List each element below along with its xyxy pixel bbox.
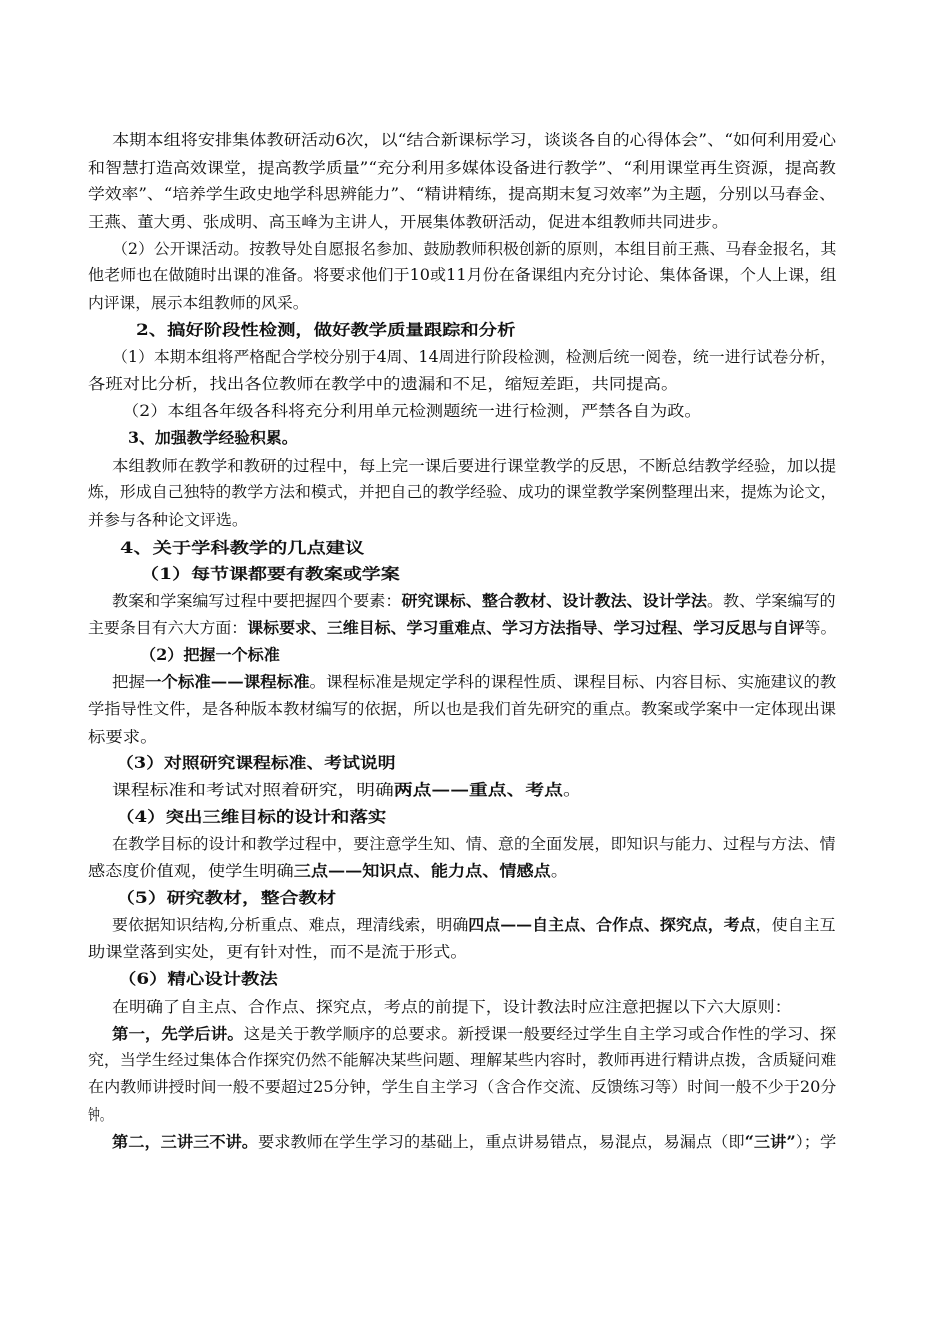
text-segment: 把握 (112, 673, 145, 691)
text-segment: 要依据知识结构,分析重点、难点，理清线索，明确 (112, 916, 469, 934)
bold-text: （3）对照研究课程标准、考试说明 (116, 754, 396, 772)
text-segment: 并参与各种论文评选。 (88, 511, 248, 529)
bold-text: 3、加强教学经验积累。 (128, 429, 298, 447)
text-segment: 王燕、董大勇、张成明、高玉峰为主讲人，开展集体教研活动，促进本组教师共同进步。 (88, 213, 729, 231)
text-segment: 主要条目有六大方面： (88, 619, 248, 637)
text-line (88, 1104, 112, 1126)
text-line (88, 509, 248, 531)
text-segment: （2）公开课活动。按教导处自愿报名参加、鼓励教师积极创新的原则，本组目前王燕、马春金报名，其 (112, 240, 837, 258)
text-line (112, 996, 792, 1018)
text-line (88, 1076, 836, 1098)
text-line (116, 752, 396, 774)
text-line (112, 590, 836, 612)
bold-text: 四点——自主点、合作点、探究点，考点 (468, 916, 756, 934)
text-segment: 学效率”、“培养学生政史地学科思辨能力”、“精讲精练，提高期末复习效率”为主题，分别以马春金、 (88, 185, 836, 203)
text-line (112, 779, 582, 801)
text-segment: 感态度价值观，使学生明确 (88, 862, 294, 880)
text-segment: 教案和学案编写过程中要把握四个要素： (112, 592, 402, 610)
text-line (88, 373, 678, 395)
text-segment: 钟。 (88, 1106, 112, 1124)
text-line (88, 860, 568, 882)
text-segment: （1）本期本组将严格配合学校分别于4周、14周进行阶段检测，检测后统一阅卷，统一进行试卷分析， (112, 348, 836, 366)
text-segment: 本期本组将安排集体教研活动6次，以“结合新课标学习，谈谈各自的心得体会”、“如何利用爱心 (112, 131, 837, 149)
text-line (136, 319, 515, 341)
text-segment: 这是关于教学顺序的总要求。新授课一般要经过学生自主学习或合作性的学习、探 (243, 1025, 837, 1043)
text-line (88, 264, 836, 286)
text-line (112, 238, 836, 260)
bold-text: “三讲” (744, 1133, 796, 1151)
bold-text: （1）每节课都要有教案或学案 (140, 565, 400, 583)
text-line (122, 400, 702, 422)
text-segment: 在内教师讲授时间一般不要超过25分钟，学生自主学习（含合作交流、反馈练习等）时间一般不少于20分 (88, 1078, 837, 1096)
bold-text: （5）研究教材，整合教材 (116, 889, 337, 907)
text-segment: 。课程标准是规定学科的课程性质、课程目标、内容目标、实施建议的教 (309, 673, 837, 691)
text-segment: 各班对比分析，找出各位教师在教学中的遗漏和不足，缩短差距，共同提高。 (88, 375, 679, 393)
text-line (88, 183, 836, 205)
text-line (112, 346, 836, 368)
bold-text: （6）精心设计教法 (118, 970, 278, 988)
bold-text: （4）突出三维目标的设计和落实 (116, 808, 387, 826)
text-segment: 他老师也在做随时出课的准备。将要求他们于10或11月份在备课组内充分讨论、集体备课，个人上课，组 (88, 266, 837, 284)
text-segment: 在教学目标的设计和教学过程中，要注意学生知、情、意的全面发展，即知识与能力、过程与方法、情 (112, 835, 836, 853)
text-line (116, 806, 386, 828)
text-segment: 。教、学案编写的 (706, 592, 836, 610)
text-line (88, 1049, 836, 1071)
text-line (116, 887, 336, 909)
text-line (88, 617, 836, 639)
text-segment: 炼，形成自己独特的教学方法和模式，并把自己的教学经验、成功的课堂教学案例整理出来，提炼为论文， (88, 483, 837, 501)
bold-text: 4、关于学科教学的几点建议 (120, 539, 365, 557)
text-segment: 。 (550, 862, 568, 880)
text-segment: 助课堂落到实处，更有针对性，而不是流于形式。 (88, 943, 468, 961)
bold-text: 两点——重点、考点 (393, 781, 563, 799)
text-segment: 。 (562, 781, 582, 799)
text-segment: 学指导性文件，是各种版本教材编写的依据，所以也是我们首先研究的重点。教案或学案中一定体现出课 (88, 700, 836, 718)
bold-text: 一个标准——课程标准 (144, 673, 310, 691)
text-line (112, 914, 835, 936)
text-segment: ）；学 (795, 1133, 837, 1151)
text-line (88, 292, 308, 314)
bold-text: 三点——知识点、能力点、情感点 (293, 862, 551, 880)
text-line (112, 1023, 836, 1045)
text-line (88, 481, 836, 503)
bold-text: 第二，三讲三不讲。 (112, 1133, 258, 1151)
text-segment: （2）本组各年级各科将充分利用单元检测题统一进行检测，严禁各自为政。 (122, 402, 702, 420)
text-segment: 标要求。 (88, 728, 158, 746)
text-line (120, 537, 364, 559)
text-line (112, 455, 836, 477)
text-line (88, 698, 836, 720)
bold-text: 课标要求、三维目标、学习重难点、学习方法指导、学习过程、学习反思与自评 (247, 619, 805, 637)
text-line (118, 968, 278, 990)
text-segment: 内评课，展示本组教师的风采。 (88, 294, 309, 312)
text-line (88, 941, 468, 963)
text-segment: 究，当学生经过集体合作探究仍然不能解决某些问题、理解某些内容时，教师再进行精讲点拨，含质疑问难 (88, 1051, 837, 1069)
text-line (88, 211, 728, 233)
bold-text: （2）把握一个标准 (140, 646, 280, 664)
text-line (140, 563, 400, 585)
bold-text: 第一，先学后讲。 (112, 1025, 244, 1043)
text-segment: 和智慧打造高效课堂，提高教学质量”“充分利用多媒体设备进行教学”、“利用课堂再生资源，提高教 (88, 159, 836, 177)
text-line (88, 726, 158, 748)
text-segment: 本组教师在教学和教研的过程中，每上完一课后要进行课堂教学的反思，不断总结教学经验，加以提 (112, 457, 837, 475)
text-line (140, 644, 280, 666)
text-line (88, 157, 836, 179)
text-line (112, 671, 836, 693)
text-line (112, 129, 836, 151)
text-line (112, 833, 836, 855)
text-segment: ，使自主互 (755, 916, 836, 934)
bold-text: 2、搞好阶段性检测，做好教学质量跟踪和分析 (136, 321, 516, 339)
text-line (112, 1131, 836, 1153)
bold-text: 研究课标、整合教材、设计教法、设计学法 (401, 592, 707, 610)
text-segment: 课程标准和考试对照着研究，明确 (112, 781, 394, 799)
text-segment: 在明确了自主点、合作点、探究点，考点的前提下，设计教法时应注意把握以下六大原则： (112, 998, 792, 1016)
text-line (128, 427, 298, 449)
text-segment: 要求教师在学生学习的基础上，重点讲易错点，易混点，易漏点（即 (257, 1133, 745, 1151)
text-segment: 等。 (804, 619, 837, 637)
